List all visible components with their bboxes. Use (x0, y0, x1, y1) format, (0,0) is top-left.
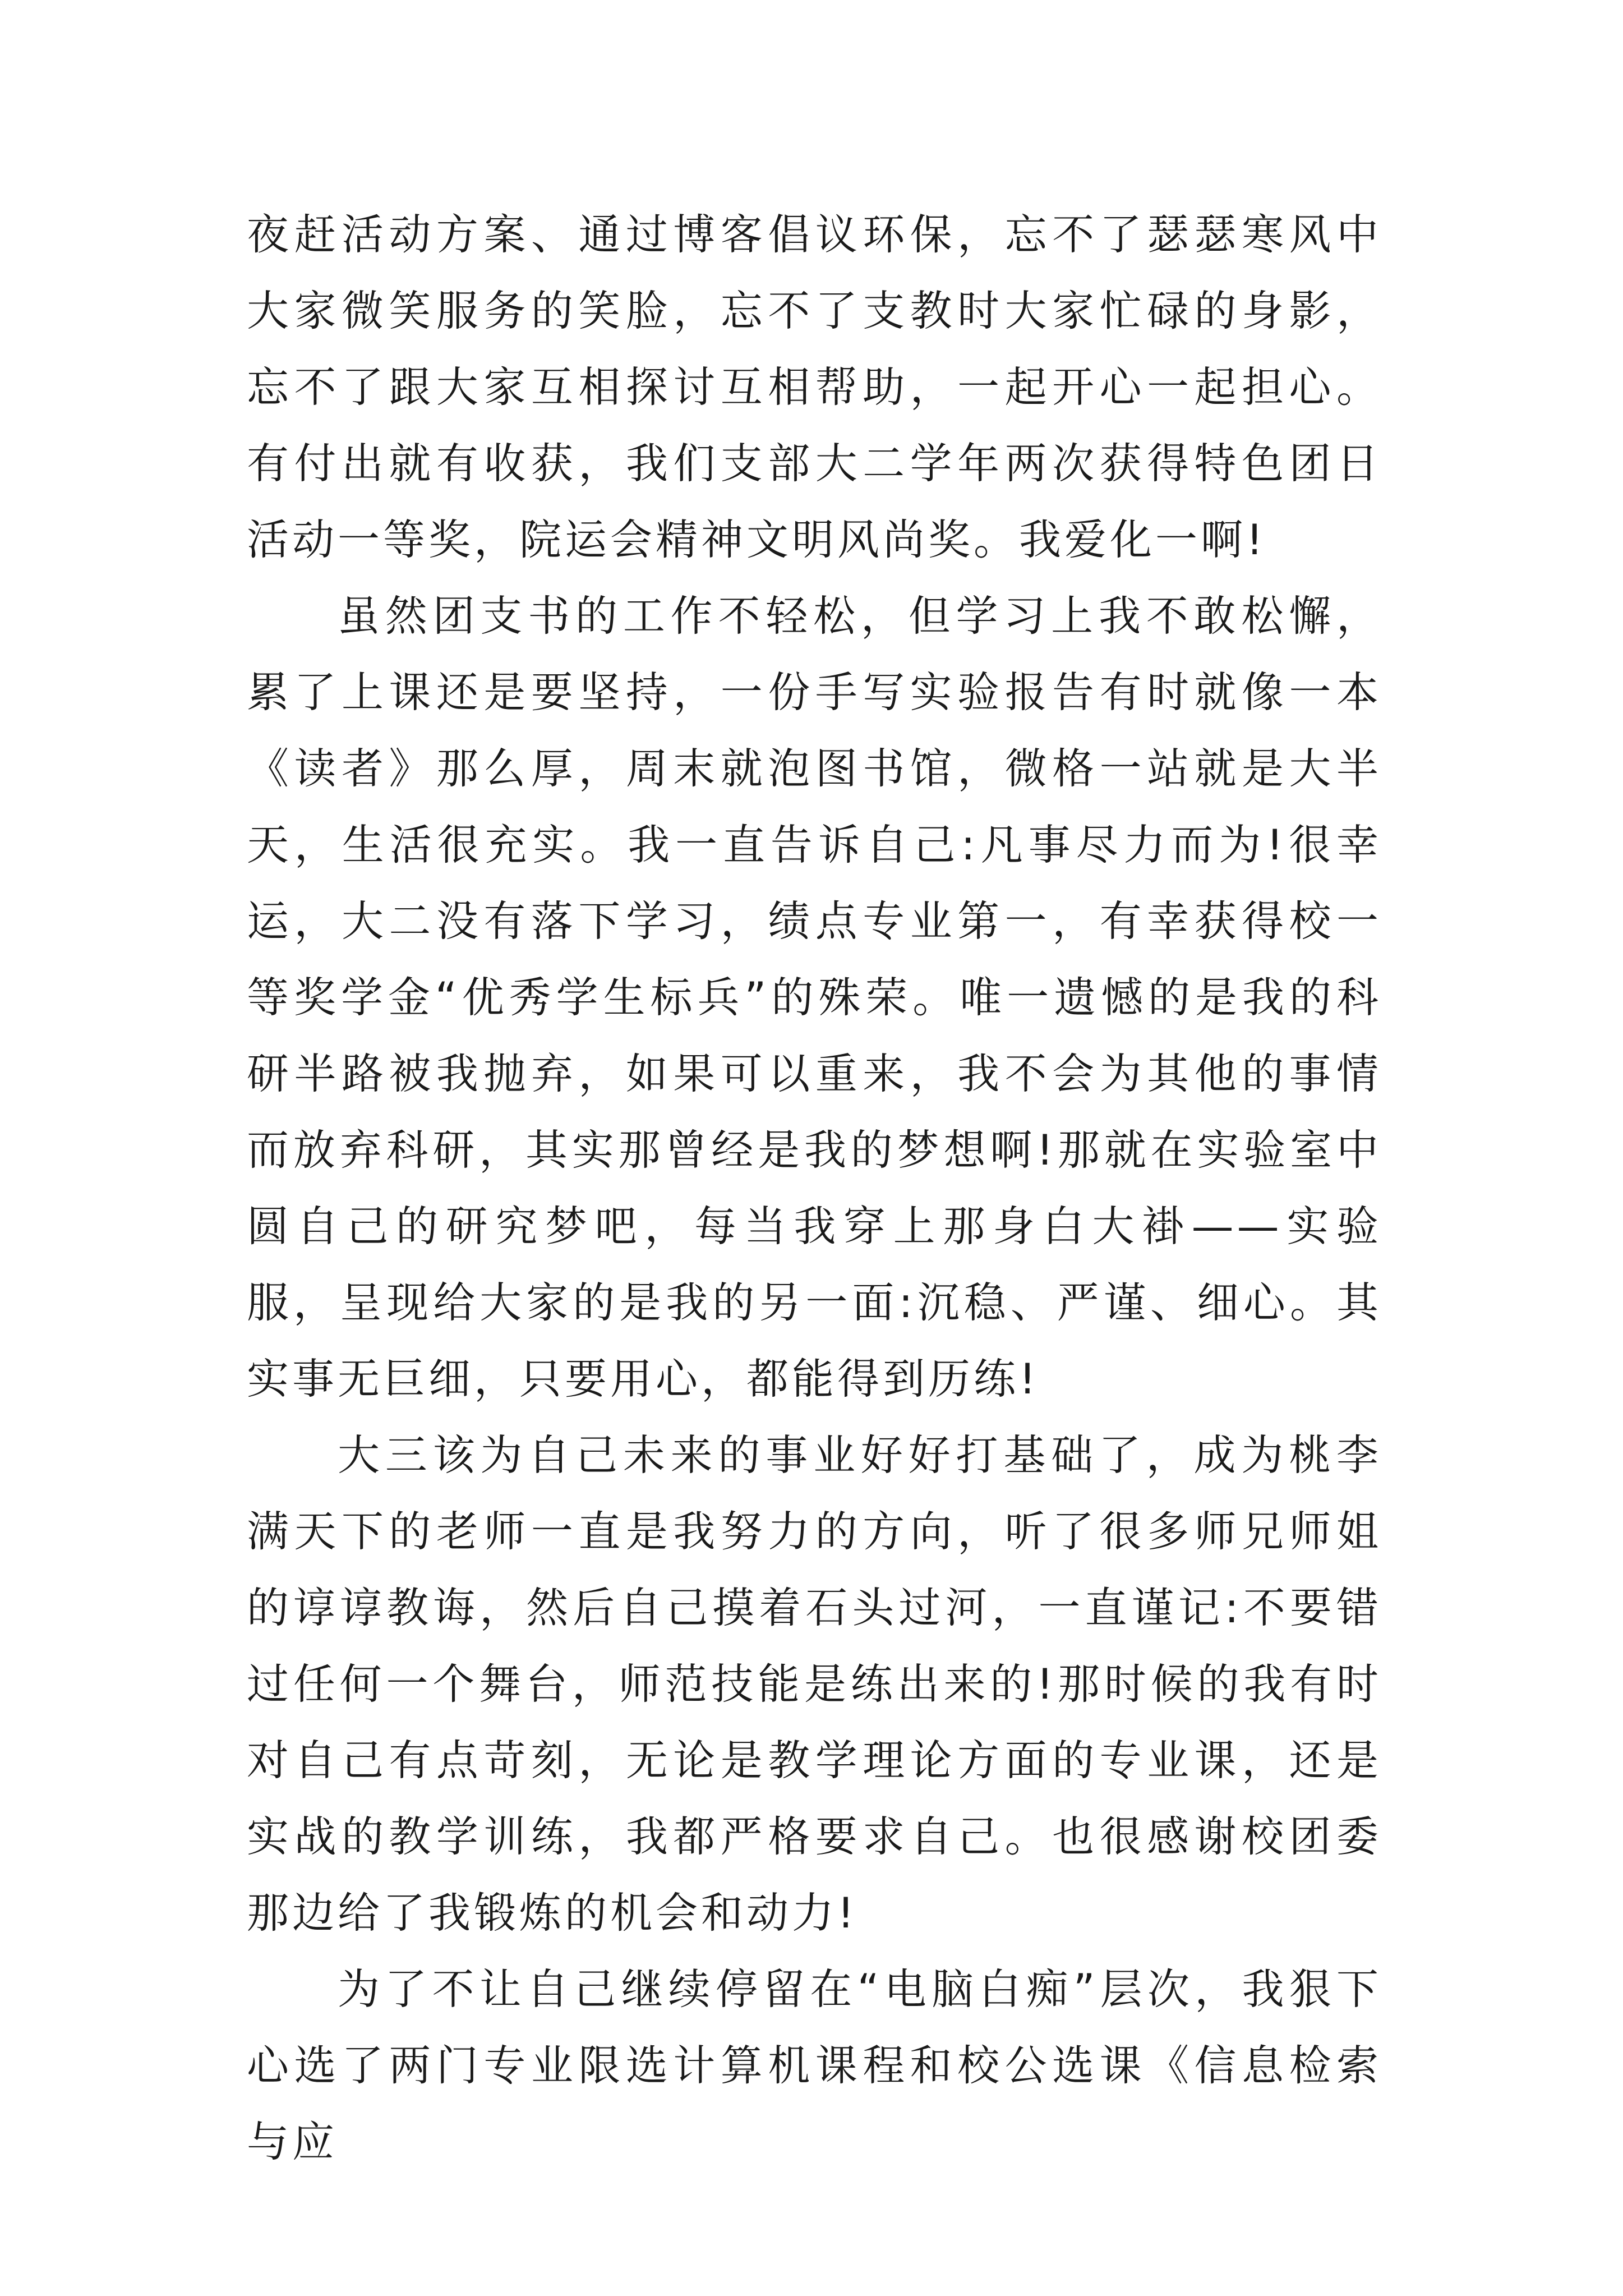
paragraph-3: 大三该为自己未来的事业好好打基础了，成为桃李满天下的老师一直是我努力的方向，听了很多师兄师姐的谆谆教诲，然后自己摸着石头过河，一直谨记:不要错过任何一个舞台，师范技能是练出来的!那时候的我有时对自己有点苛刻，无论是教学理论方面的专业课，还是实战的教学训练，我都严格要求自己。也很感谢校团委那边给了我锻炼的机会和动力! (247, 1430, 1382, 1938)
body-text (247, 196, 1382, 2180)
paragraph-4: 为了不让自己继续停留在“电脑白痴”层次，我狠下心选了两门专业限选计算机课程和校公选课《信息检索与应 (247, 1964, 1382, 2166)
paragraph-2: 虽然团支书的工作不轻松，但学习上我不敢松懈， 累了上课还是要坚持，一份手写实验报告有时就像一本《读者》那么厚，周末就泡图书馆，微格一站就是大半天，生活很充实。我一直告诉自己:凡事尽力而为!很幸运，大二没有落下学习，绩点专业第一，有幸获得校一等奖学金“优秀学生标兵”的殊荣。唯一遗憾的是我的科研半路被我抛弃，如果可以重来，我不会为其他的事情而放弃科研，其实那曾经是我的梦想啊!那就在实验室中圆自己的研究梦吧，每当我穿上那身白大褂——实验服，呈现给大家的是我的另一面:沉稳、严谨、细心。其实事无巨细，只要用心，都能得到历练! (247, 591, 1382, 1404)
paragraph-1: 夜赶活动方案、通过博客倡议环保，忘不了瑟瑟寒风中大家微笑服务的笑脸，忘不了支教时大家忙碌的身影，忘不了跟大家互相探讨互相帮助，一起开心一起担心。有付出就有收获，我们支部大二学年两次获得特色团日活动一等奖，院运会精神文明风尚奖。我爱化一啊! (247, 210, 1382, 564)
